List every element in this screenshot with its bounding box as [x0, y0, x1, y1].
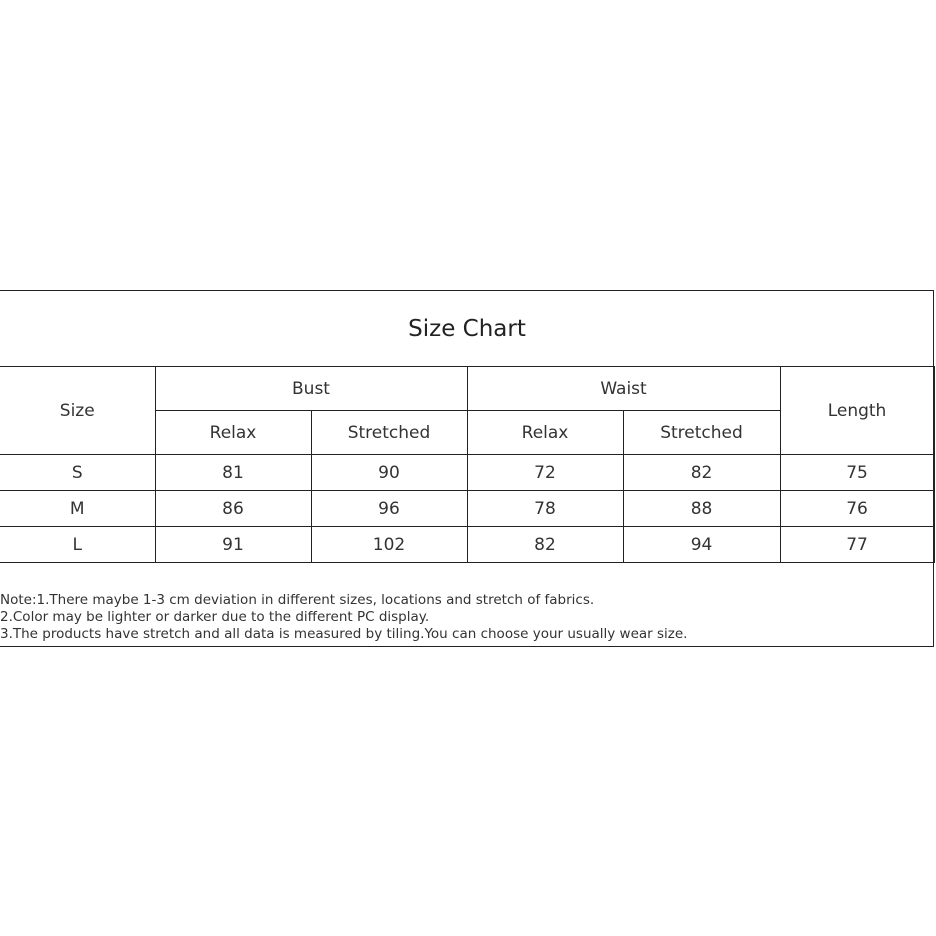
size-cell: M	[0, 491, 155, 527]
note-line-2: 2.Color may be lighter or darker due to the different PC display.	[0, 609, 430, 625]
waist-relax-cell: 72	[467, 455, 623, 491]
waist-stretched-cell: 88	[623, 491, 780, 527]
waist-relax-header: Relax	[467, 411, 623, 455]
bust-stretched-cell: 96	[311, 491, 467, 527]
bust-stretched-cell: 90	[311, 455, 467, 491]
waist-stretched-header: Stretched	[623, 411, 780, 455]
note-line-3: 3.The products have stretch and all data is measured by tiling.You can choose your usually wear size.	[0, 626, 688, 642]
length-cell: 76	[780, 491, 934, 527]
size-header: Size	[0, 367, 155, 455]
header-row	[0, 367, 934, 411]
length-header: Length	[780, 367, 934, 455]
bust-stretched-header: Stretched	[311, 411, 467, 455]
table-row	[0, 527, 934, 563]
bust-relax-header: Relax	[155, 411, 311, 455]
table-row	[0, 455, 934, 491]
note-line-1: Note:1.There maybe 1-3 cm deviation in different sizes, locations and stretch of fabrics.	[0, 592, 595, 608]
bust-relax-cell: 81	[155, 455, 311, 491]
chart-title: Size Chart	[408, 316, 526, 342]
size-table	[0, 366, 935, 563]
size-chart	[0, 290, 934, 647]
notes	[0, 578, 934, 646]
size-cell: S	[0, 455, 155, 491]
waist-stretched-cell: 94	[623, 527, 780, 563]
waist-relax-cell: 82	[467, 527, 623, 563]
waist-header: Waist	[467, 367, 780, 411]
bust-header: Bust	[155, 367, 467, 411]
waist-stretched-cell: 82	[623, 455, 780, 491]
table-row	[0, 491, 934, 527]
bust-stretched-cell: 102	[311, 527, 467, 563]
length-cell: 77	[780, 527, 934, 563]
bust-relax-cell: 91	[155, 527, 311, 563]
length-cell: 75	[780, 455, 934, 491]
bust-relax-cell: 86	[155, 491, 311, 527]
waist-relax-cell: 78	[467, 491, 623, 527]
size-cell: L	[0, 527, 155, 563]
